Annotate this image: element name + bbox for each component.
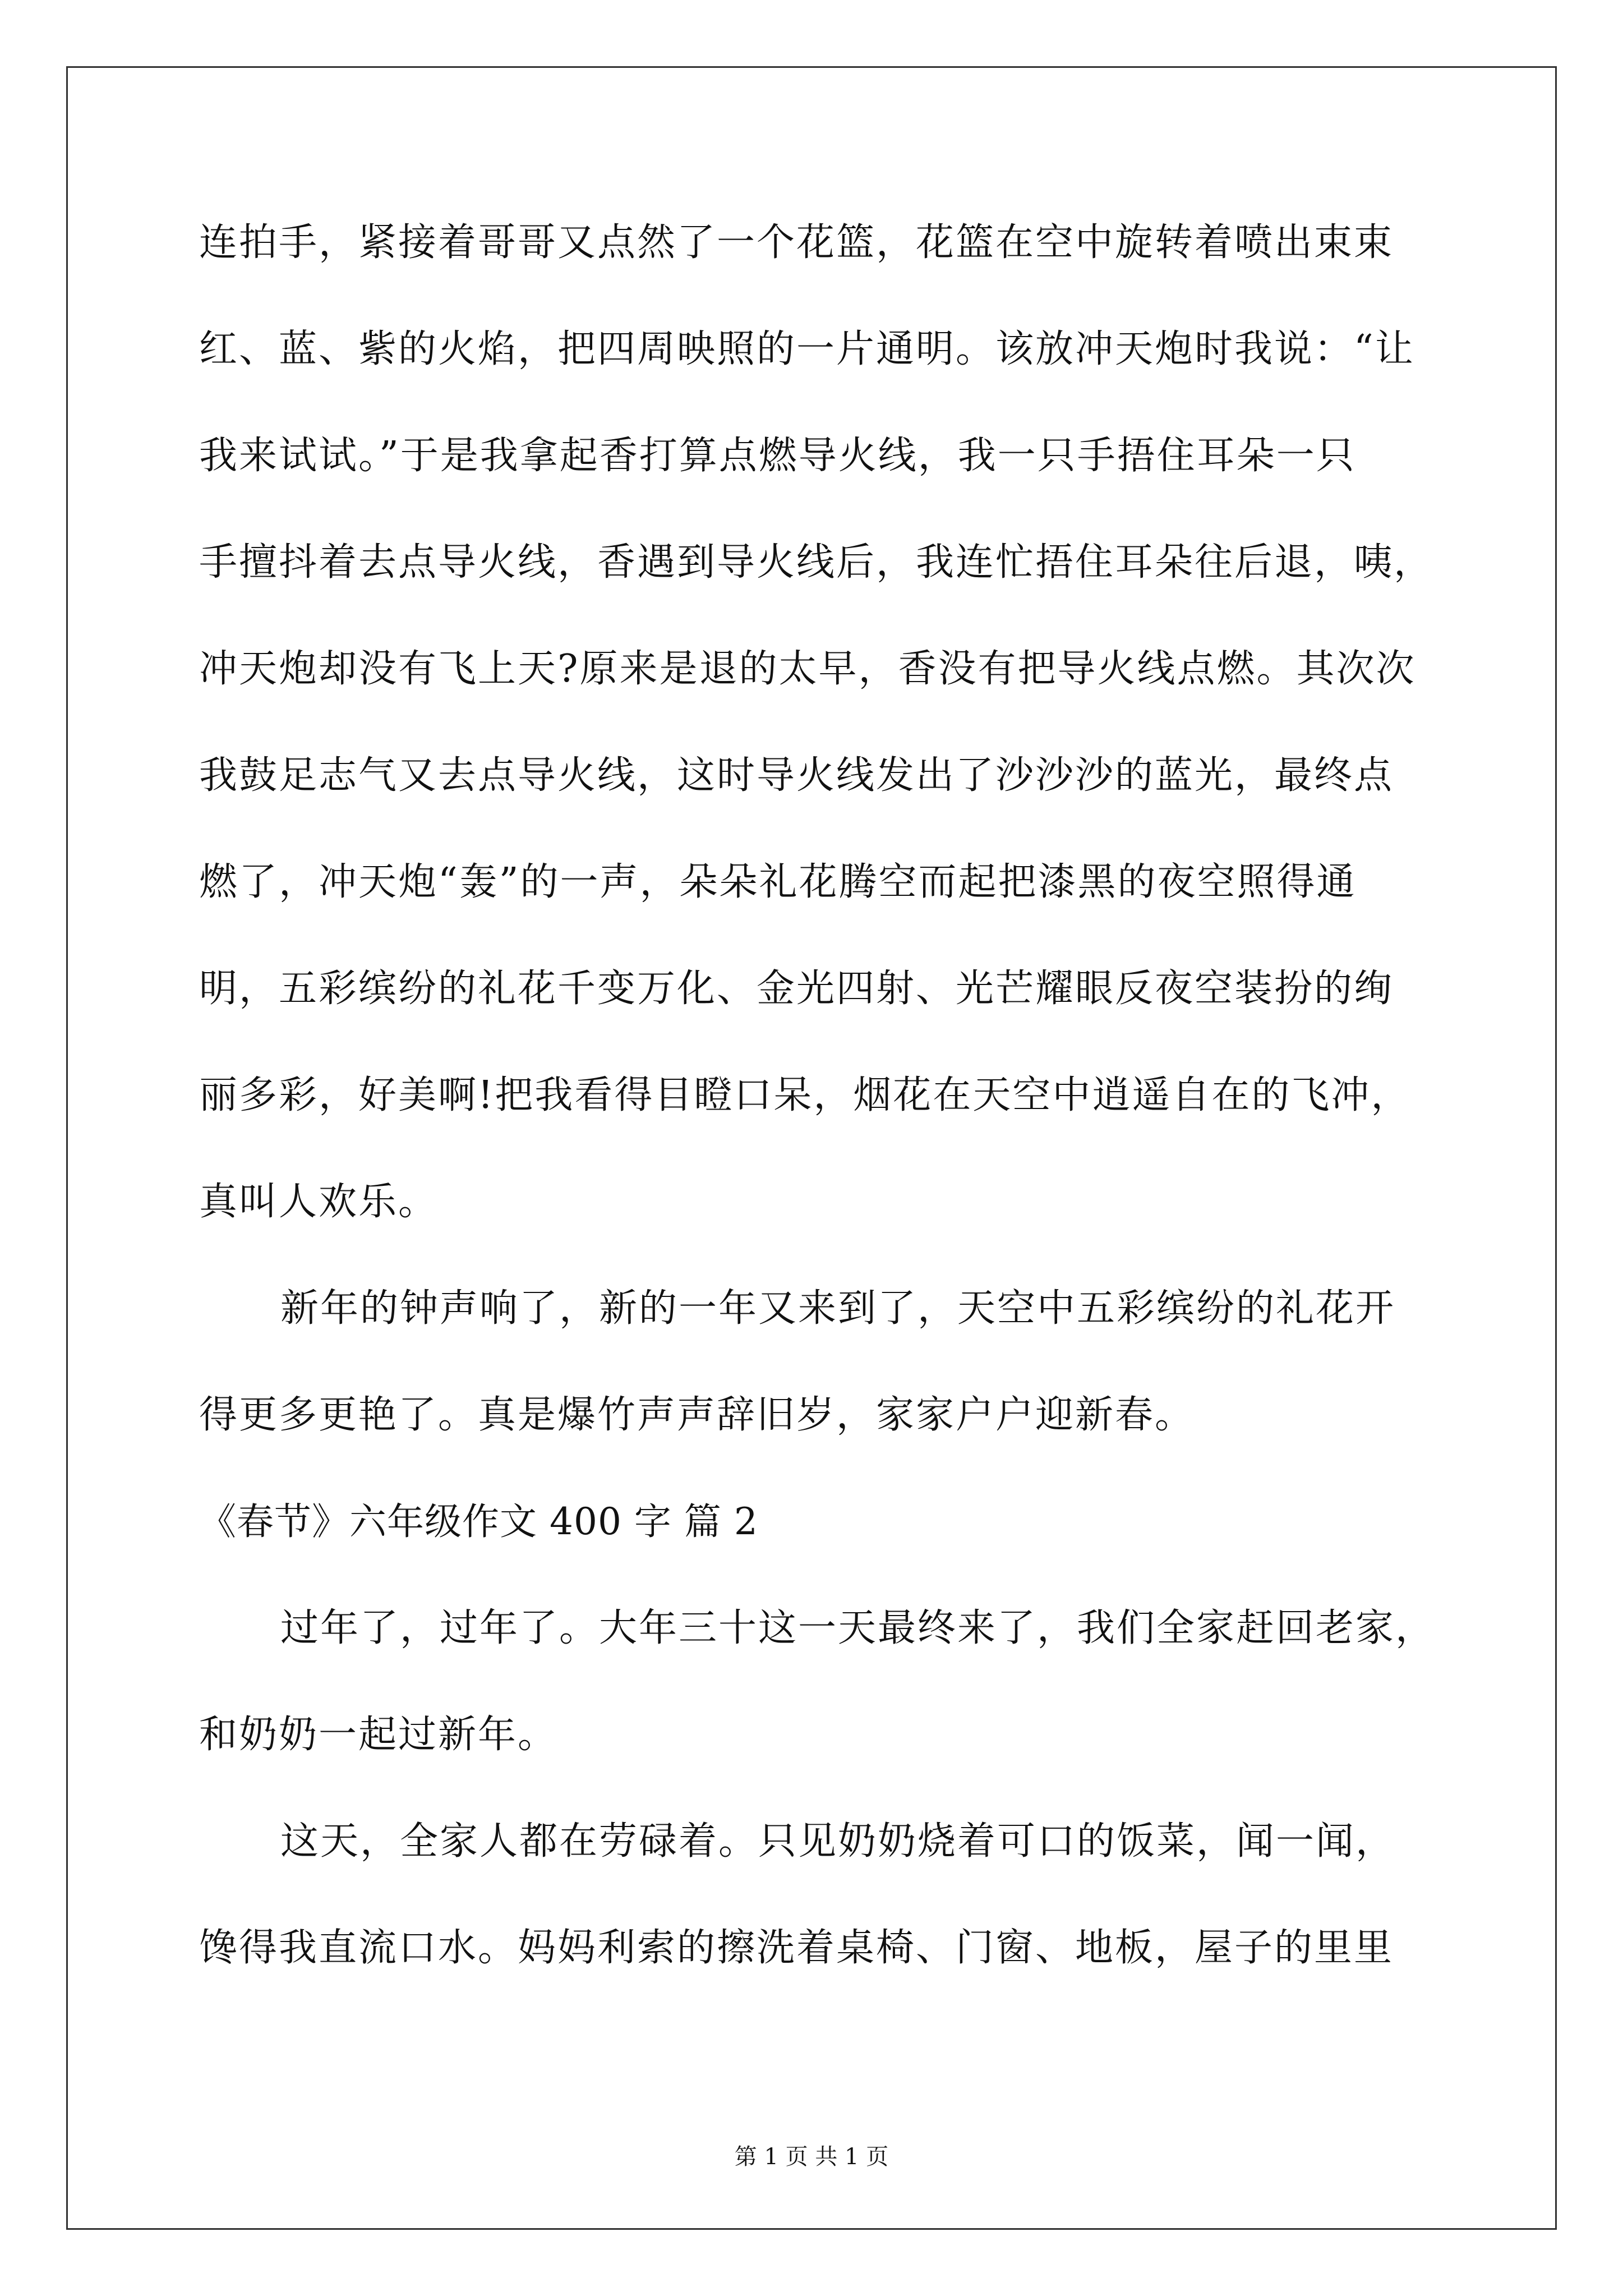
text-line: 真叫人欢乐。 xyxy=(199,1180,439,1224)
section-heading: 《春节》六年级作文 400 字 篇 2 xyxy=(199,1500,758,1543)
text-line: 冲天炮却没有飞上天?原来是退的太早，香没有把导火线点燃。其次次 xyxy=(199,647,1416,691)
text-line: 丽多彩，好美啊!把我看得目瞪口呆，烟花在天空中逍遥自在的飞冲， xyxy=(199,1073,1411,1117)
text-line: 我鼓足志气又去点导火线，这时导火线发出了沙沙沙的蓝光，最终点 xyxy=(199,753,1394,798)
page-footer: 第 1 页 共 1 页 xyxy=(734,2144,889,2170)
text-line: 红、蓝、紫的火焰，把四周映照的一片通明。该放冲天炮时我说：“让 xyxy=(199,327,1415,371)
text-line: 我来试试。”于是我拿起香打算点燃导火线，我一只手捂住耳朵一只 xyxy=(199,434,1356,478)
text-line: 手擅抖着去点导火线，香遇到导火线后，我连忙捂住耳朵往后退，咦， xyxy=(199,540,1434,585)
text-line: 燃了，冲天炮“轰”的一声，朵朵礼花腾空而起把漆黑的夜空照得通 xyxy=(199,860,1357,904)
text-line: 这天，全家人都在劳碌着。只见奶奶烧着可口的饭菜，闻一闻， xyxy=(280,1819,1396,1864)
document-body xyxy=(199,190,1461,2001)
text-line: 馋得我直流口水。妈妈利索的擦洗着桌椅、门窗、地板，屋子的里里 xyxy=(199,1926,1394,1970)
text-line: 得更多更艳了。真是爆竹声声辞旧岁，家家户户迎新春。 xyxy=(199,1393,1195,1437)
text-line: 过年了，过年了。大年三十这一天最终来了，我们全家赶回老家， xyxy=(280,1606,1436,1650)
text-line: 新年的钟声响了，新的一年又来到了，天空中五彩缤纷的礼花开 xyxy=(280,1286,1396,1331)
text-line: 和奶奶一起过新年。 xyxy=(199,1713,558,1757)
text-line: 连拍手，紧接着哥哥又点然了一个花篮，花篮在空中旋转着喷出束束 xyxy=(199,220,1394,265)
text-line: 明，五彩缤纷的礼花千变万化、金光四射、光芒耀眼反夜空装扮的绚 xyxy=(199,967,1394,1011)
